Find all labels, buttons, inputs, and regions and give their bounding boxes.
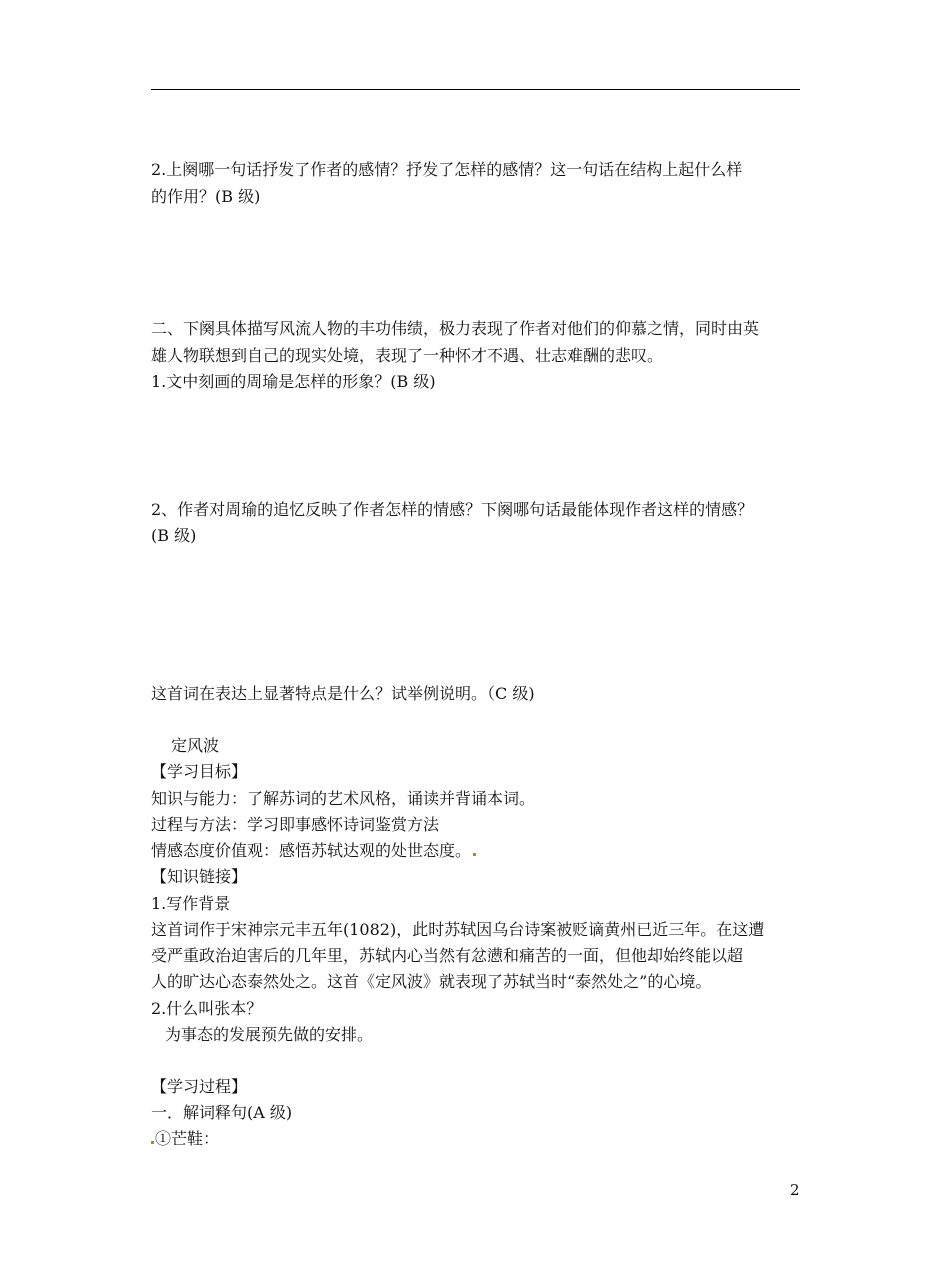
section-2-line-1: 二、下阕具体描写风流人物的丰功伟绩，极力表现了作者对他们的仰慕之情，同时由英 (151, 319, 760, 338)
goals-header: 【学习目标】 (151, 762, 248, 781)
mark-dot (151, 1141, 154, 1144)
page-number: 2 (790, 1181, 800, 1199)
link-2-answer: 为事态的发展预先做的安排。 (165, 1025, 374, 1044)
links-header: 【知识链接】 (151, 867, 248, 886)
poem-title: 定风波 (171, 736, 220, 755)
mark-dot (473, 853, 476, 856)
section-2-question-1: 1.文中刻画的周瑜是怎样的形象？(B 级) (151, 372, 436, 391)
section-2-question-2-line-2: (B 级) (151, 526, 197, 545)
question-3: 这首词在表达上显著特点是什么？试举例说明。（C 级) (151, 684, 535, 703)
link-2-title: 2.什么叫张本？ (151, 999, 263, 1018)
process-part-1: 一．解词释句(A 级) (151, 1103, 293, 1122)
process-item-1: ①芒鞋： (151, 1126, 219, 1152)
link-1-line-1: 这首词作于宋神宗元丰五年(1082)，此时苏轼因乌台诗案被贬谪黄州已近三年。在这遭 (151, 920, 765, 939)
link-1-line-2: 受严重政治迫害后的几年里，苏轼内心当然有忿懑和痛苦的一面，但他却始终能以超 (151, 946, 744, 965)
goal-process: 过程与方法：学习即事感怀诗词鉴赏方法 (151, 815, 440, 834)
section-2-line-2: 雄人物联想到自己的现实处境，表现了一种怀才不遇、壮志难酬的悲叹。 (151, 346, 664, 365)
link-1-line-3: 人的旷达心态泰然处之。这首《定风波》就表现了苏轼当时“泰然处之”的心境。 (151, 972, 712, 991)
question-2-line-2: 的作用？(B 级) (151, 187, 261, 206)
header-rule (151, 89, 800, 90)
process-header: 【学习过程】 (151, 1077, 248, 1096)
goal-emotion: 情感态度价值观：感悟苏轼达观的处世态度。 (151, 838, 476, 864)
goal-knowledge: 知识与能力：了解苏词的艺术风格，诵读并背诵本词。 (151, 789, 536, 808)
question-2-line-1: 2.上阕哪一句话抒发了作者的感情？抒发了怎样的感情？这一句话在结构上起什么样 (151, 160, 743, 179)
section-2-question-2-line-1: 2、作者对周瑜的追忆反映了作者怎样的情感？下阕哪句话最能体现作者这样的情感？ (151, 500, 754, 519)
link-1-title: 1.写作背景 (151, 894, 231, 913)
